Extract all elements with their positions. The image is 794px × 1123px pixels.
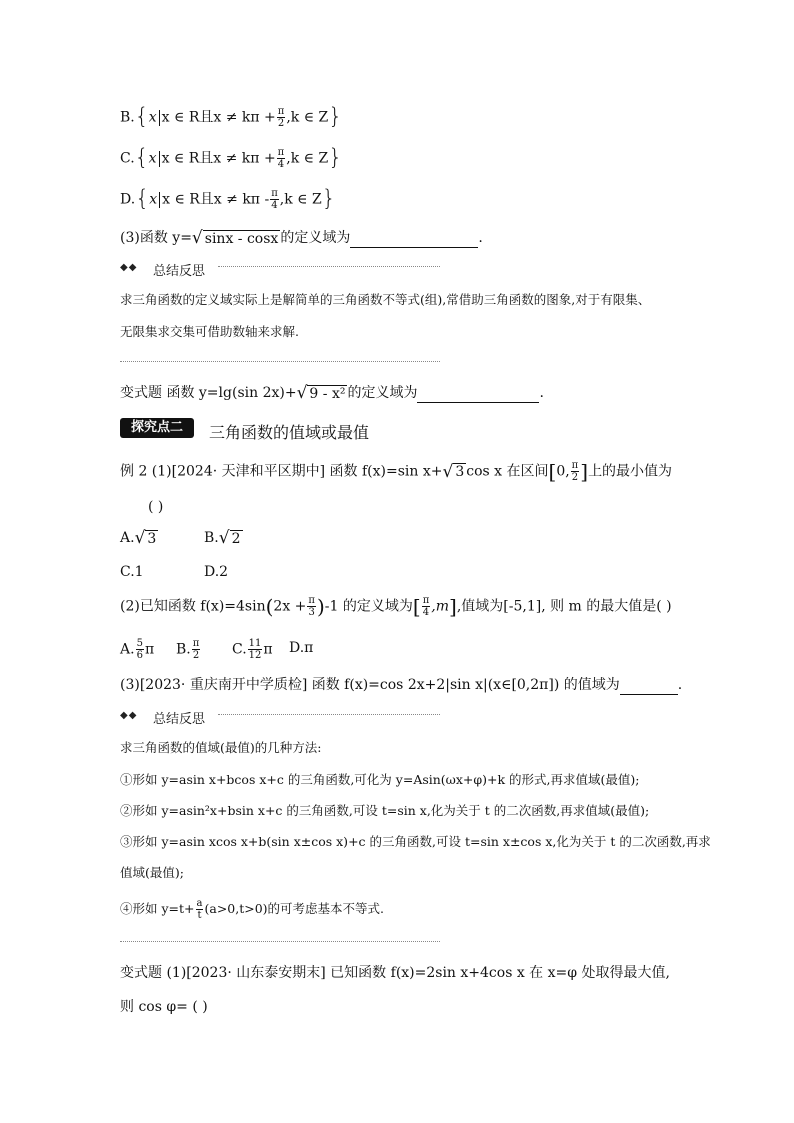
variant-question: 变式题 (1)[2023· 山东泰安期末] 已知函数 f(x)=2sin x+4cos x 在 x=φ 处取得最大值, bbox=[120, 965, 670, 981]
option-d: D.π bbox=[289, 640, 314, 656]
example-2-part-1: 例 2 (1)[2024· 天津和平区期中] 函数 f(x)=sin x+√ 3 cos x 在区间[0, $\frac{\pi}{2}$ ]上的最小值为 bbox=[120, 459, 673, 484]
summary-title: 总结反思 bbox=[153, 712, 206, 727]
section-tag: 探究点二 bbox=[120, 418, 194, 438]
option-c: C.1 bbox=[120, 564, 144, 580]
example-2-part-2: (2)已知函数 f(x)=4sin(2x + $\frac{\pi}{3}$ )-1 的定义域为[ $\frac{\pi}{4}$ ,m],值域为[-5,1], 则 m 的最大值是( ) bbox=[120, 594, 672, 619]
summary-text: 无限集求交集可借助数轴来求解. bbox=[120, 324, 299, 339]
divider bbox=[218, 266, 440, 267]
summary-method: ①形如 y=asin x+bcos x+c 的三角函数,可化为 y=Asin(ωx+φ)+k 的形式,再求值域(最值); bbox=[120, 772, 640, 787]
summary-method: ④形如 y=t+ $\frac{a}{t}$ (a>0,t>0)的可考虑基本不等式. bbox=[120, 898, 385, 921]
summary-method: ③形如 y=asin xcos x+b(sin x±cos x)+c 的三角函数,可设 t=sin x±cos x,化为关于 t 的二次函数,再求 bbox=[120, 834, 711, 849]
variant-question: 则 cos φ= ( ) bbox=[120, 999, 208, 1015]
option-b: B.√ 2 bbox=[204, 528, 241, 548]
summary-method: ②形如 y=asin²x+bsin x+c 的三角函数,可设 t=sin x,化为关于 t 的二次函数,再求值域(最值); bbox=[120, 803, 650, 818]
divider bbox=[218, 714, 440, 715]
option-b: B. $\frac{\pi}{2}$ bbox=[176, 638, 200, 661]
option-b: B.{x x ∈ R且x ≠ kπ + $\frac{\pi}{2}$ ,k ∈ Z} bbox=[120, 104, 343, 130]
summary-method: 值域(最值); bbox=[120, 865, 184, 880]
example-2-part-3: (3)[2023· 重庆南开中学质检] 函数 f(x)=cos 2x+2|sin x|(x∈[0,2π]) 的值域为 . bbox=[120, 677, 683, 693]
option-c: C. $\frac{11}{12}$ π bbox=[232, 638, 273, 661]
diamond-icon: ◆◆ bbox=[120, 710, 138, 721]
diamond-icon: ◆◆ bbox=[120, 262, 138, 273]
option-a: A.√ 3 bbox=[120, 528, 157, 548]
option-c: C.{x x ∈ R且x ≠ kπ + $\frac{\pi}{4}$ ,k ∈ Z} bbox=[120, 145, 343, 171]
summary-text: 求三角函数的定义域实际上是解简单的三角函数不等式(组),常借助三角函数的图象,对于有限集、 bbox=[120, 292, 651, 307]
summary-title: 总结反思 bbox=[153, 264, 206, 279]
option-d: D.{x x ∈ R且x ≠ kπ - $\frac{\pi}{4}$ ,k ∈ Z} bbox=[120, 186, 336, 212]
summary-text: 求三角函数的值域(最值)的几种方法: bbox=[120, 740, 322, 755]
question-3: (3)函数 y=√ sinx - cosx 的定义域为 . bbox=[120, 228, 483, 248]
section-title: 三角函数的值域或最值 bbox=[209, 423, 370, 442]
option-d: D.2 bbox=[204, 564, 229, 580]
divider bbox=[120, 941, 440, 942]
answer-paren: ( ) bbox=[148, 499, 164, 515]
variant-question: 变式题 函数 y=lg(sin 2x)+√ 9 - x² 的定义域为 . bbox=[120, 383, 544, 403]
option-a: A. $\frac{5}{6}$ π bbox=[120, 638, 155, 661]
divider bbox=[120, 361, 440, 362]
